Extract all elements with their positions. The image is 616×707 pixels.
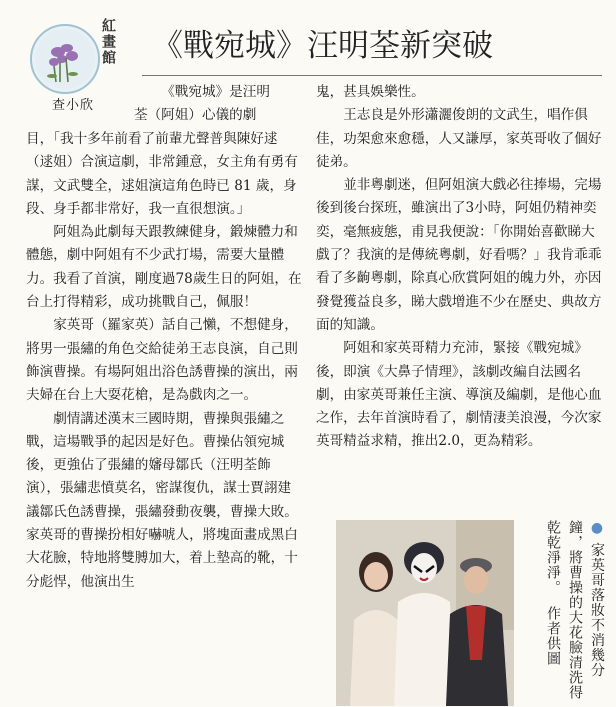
intro-lines [134, 81, 304, 128]
paragraph-1: 目，「我十多年前看了前輩尤聲普與陳好逑（逑姐）合演這劇，非常鍾意，女主角有勇有謀，文武雙全，逑姐演這角色時已 81 歲，身段、身手都非常好，我一直很想演。」 [26, 131, 298, 217]
headline: 《戰宛城》汪明荃新突破 [152, 28, 493, 64]
caption-text: 家英哥落妝不消幾分鐘，將曹操的大花臉清洗得乾乾淨淨。 [545, 520, 605, 700]
paragraph-4: 劇情講述漢末三國時期，曹操與張繡之戰，這場戰爭的起因是好色。曹操佔領宛城後，更強佔了張繡的嬸母鄒氏（汪明荃飾演），張繡悲憤莫名，密謀復仇，謀士賈詡建議鄒氏色誘曹操，張繡發動夜襲，曹操大敗。家英哥的曹操扮相好嚇唬人，將塊面畫成黑白大花臉，特地將雙膊加大，着上墊高的靴，十分彪悍，他演出生 [26, 410, 298, 590]
photo-actors-backstage [336, 520, 514, 706]
column-logo-flower-icon [30, 24, 100, 94]
bullet-dot-icon: ● [589, 520, 605, 537]
intro-line-1: 《戰宛城》是汪明 [161, 84, 270, 100]
paragraph-6: 並非粵劇迷，但阿姐演大戲必往捧場，完場後到後台探班，雖演出了3小時，阿姐仍精神奕奕，毫無疲態，甫見我便說：「你開始喜歡睇大戲了？我演的是傳統粵劇，好看嗎？」我肯乖乖看了多齣粵劇，除真心欣賞阿姐的魄力外，亦因發覺獲益良多，睇大戲增進不少在歷史、典故方面的知識。 [316, 177, 602, 333]
headline-divider [142, 75, 602, 76]
caption-credit: 作者供圖 [545, 606, 561, 667]
paragraph-7: 阿姐和家英哥精力充沛，緊接《戰宛城》後，即演《大鼻子情理》，該劇改編自法國名劇，由家英哥兼任主演、導演及編劇，是他心血之作，去年首演時看了，劇情淒美浪漫，今次家英哥精益求精，推出2.0，更為精彩。 [316, 340, 602, 450]
paragraph-5: 王志良是外形瀟灑俊朗的文武生，唱作俱佳，功架愈來愈穩，人又謙厚，家英哥收了個好徒弟。 [316, 107, 602, 170]
paragraph-2: 阿姐為此劇每天跟教練健身，鍛煉體力和體態，劇中阿姐有不少武打場，需要大量體力。我看了首演，剛度過78歲生日的阿姐，在台上打得精彩，成功挑戰自己，佩服！ [26, 224, 302, 311]
right-column-text [316, 81, 602, 454]
left-column-text [26, 128, 304, 594]
paragraph-3: 家英哥（羅家英）話自己懶，不想健身，將男一張繡的角色交給徒弟王志良演，自己則飾演曹操。有場阿姐出浴色誘曹操的演出，兩夫婦在台上大耍花槍，是為戲肉之一。 [26, 317, 298, 404]
paragraph-4-continued: 鬼，甚具娛樂性。 [316, 84, 425, 100]
intro-line-2: 荃（阿姐）心儀的劇 [134, 107, 257, 124]
column-name: 紅畫館 [100, 18, 116, 66]
author-name: 查小欣 [51, 98, 94, 113]
photo-caption [516, 520, 608, 706]
